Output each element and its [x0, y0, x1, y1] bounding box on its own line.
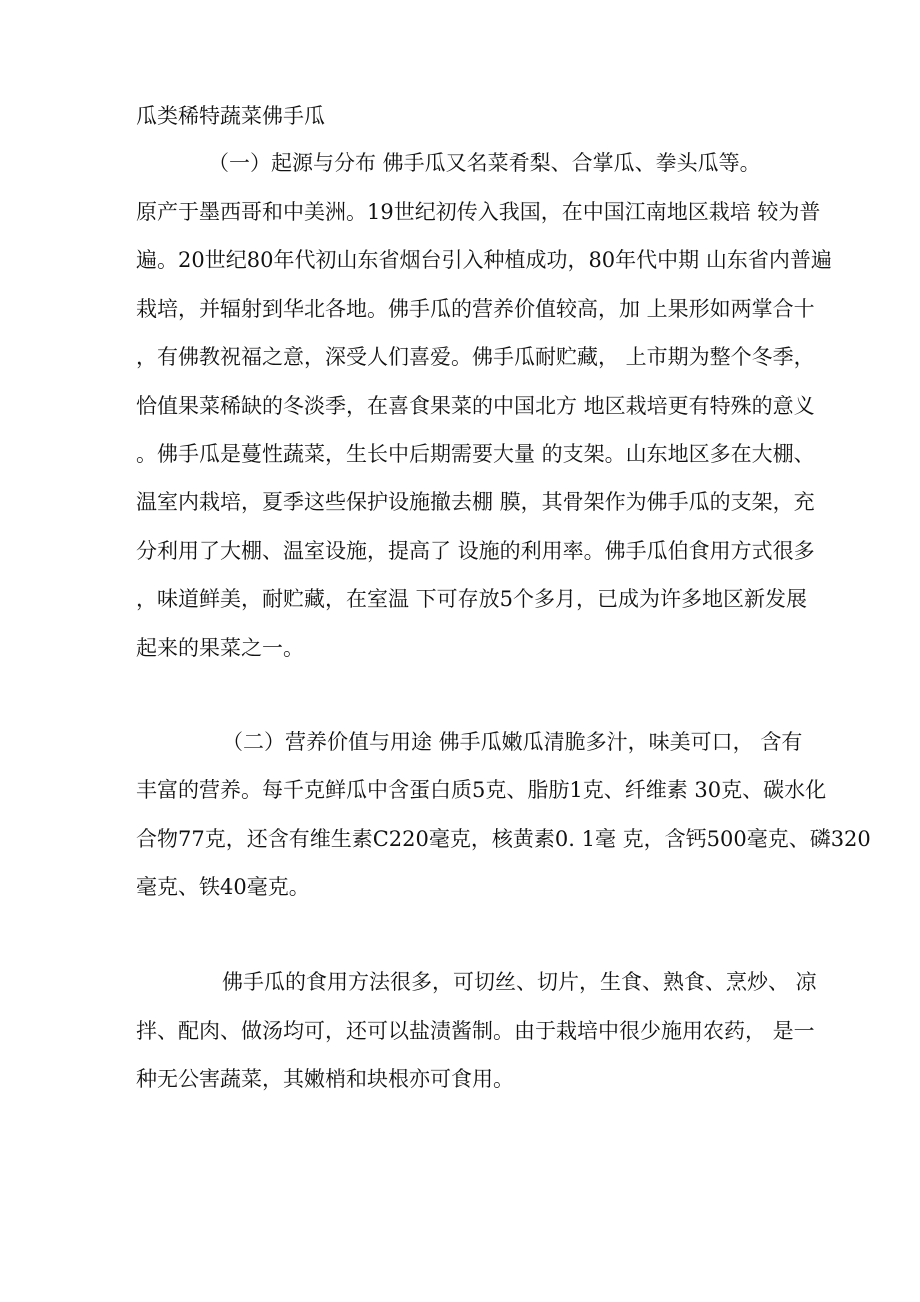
section1-line: 遍。20世纪80年代初山东省烟台引入种植成功，80年代中期 山东省内普遍 — [136, 248, 832, 272]
document-title: 瓜类稀特蔬菜佛手瓜 — [136, 104, 325, 128]
section1-line: 温室内栽培，夏季这些保护设施撤去棚 膜，其骨架作为佛手瓜的支架，充 — [136, 490, 815, 514]
section3-line: 种无公害蔬菜，其嫩梢和块根亦可食用。 — [136, 1067, 514, 1091]
section1-line: 栽培，并辐射到华北各地。佛手瓜的营养价值较高，加 上果形如两掌合十 — [136, 297, 815, 321]
section1-line: 分利用了大棚、温室设施，提高了 设施的利用率。佛手瓜伯食用方式很多 — [136, 539, 815, 563]
section1-line: ，味道鲜美，耐贮藏，在室温 下可存放5个多月，已成为许多地区新发展 — [136, 587, 808, 611]
section2-heading-line: （二）营养价值与用途 佛手瓜嫩瓜清脆多汁，味美可口， 含有 — [222, 730, 803, 754]
section2-line: 丰富的营养。每千克鲜瓜中含蛋白质5克、脂肪1克、纤维素 30克、碳水化 — [136, 778, 827, 802]
section1-line: ，有佛教祝福之意，深受人们喜爱。佛手瓜耐贮藏， 上市期为整个冬季， — [136, 345, 815, 369]
section1-line: 恰值果菜稀缺的冬淡季，在喜食果菜的中国北方 地区栽培更有特殊的意义 — [136, 394, 815, 418]
section2-line: 合物77克，还含有维生素C220毫克，核黄素0. 1毫 克，含钙500毫克、磷320 — [136, 827, 871, 851]
section3-line: 拌、配肉、做汤均可，还可以盐渍酱制。由于栽培中很少施用农药， 是一 — [136, 1019, 815, 1043]
section1-line: 起来的果菜之一。 — [136, 636, 304, 660]
section1-line: 原产于墨西哥和中美洲。19世纪初传入我国，在中国江南地区栽培 较为普 — [136, 200, 821, 224]
section2-line: 毫克、铁40毫克。 — [136, 875, 310, 899]
section3-line: 佛手瓜的食用方法很多，可切丝、切片，生食、熟食、烹炒、 凉 — [222, 970, 817, 994]
section1-heading-line: （一）起源与分布 佛手瓜又名菜肴梨、合掌瓜、拳头瓜等。 — [208, 151, 761, 175]
section1-line: 。佛手瓜是蔓性蔬菜，生长中后期需要大量 的支架。山东地区多在大棚、 — [136, 442, 815, 466]
